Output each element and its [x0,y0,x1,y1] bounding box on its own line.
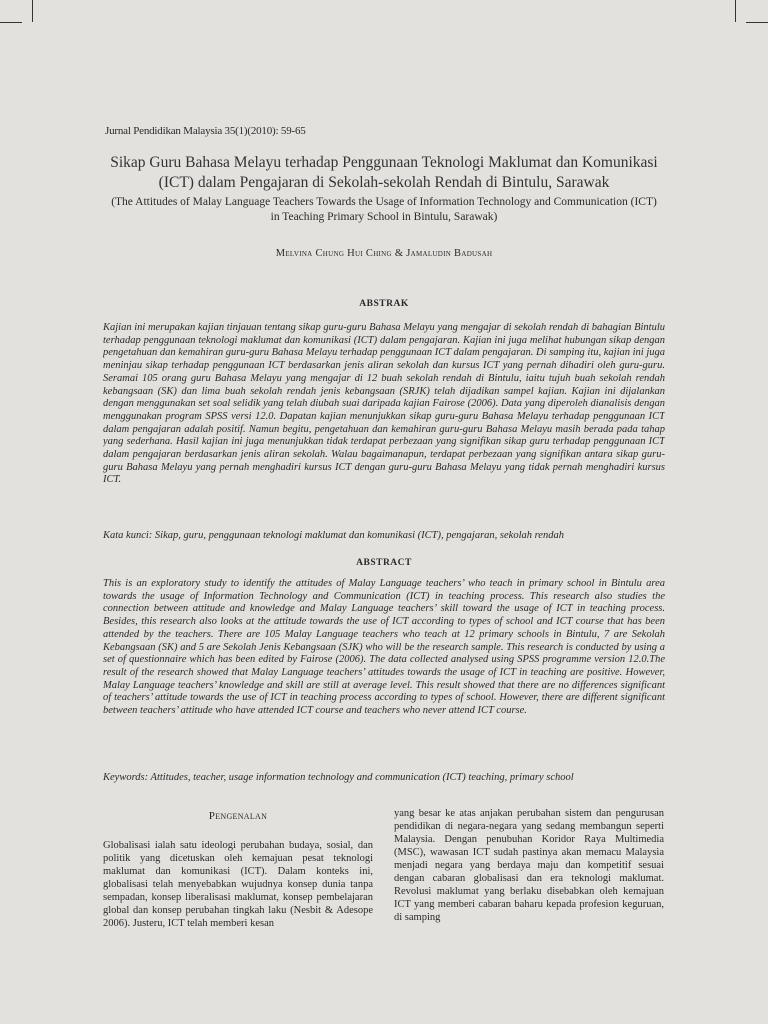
crop-mark [746,22,768,23]
abstract-keywords: Keywords: Attitudes, teacher, usage information technology and communication (ICT) teaching, primary school [103,772,574,783]
abstrak-keywords: Kata kunci: Sikap, guru, penggunaan teknologi maklumat dan komunikasi (ICT), pengajaran, sekolah rendah [103,530,564,541]
article-title-english: (The Attitudes of Malay Language Teachers Towards the Usage of Information Technology and Communication (ICT) in Teaching Primary School in Bintulu, Sarawak) [111,196,657,223]
article-title: Sikap Guru Bahasa Melayu terhadap Penggunaan Teknologi Maklumat dan Komunikasi (ICT) dalam Pengajaran di Sekolah-sekolah Rendah di Bintulu, Sarawak [110,154,658,191]
abstract-text: This is an exploratory study to identify the attitudes of Malay Language teachers’ who teach in primary school in Bintulu area towards the usage of Information Technology and Communication (ICT) in teaching process. This research also studies the connection between attitude and knowledge and Malay Language teachers’ skill toward the usage of ICT in teaching process. Besides, this research also looks at the attitude towards the use of ICT according to types of school and ICT course that has been attended by the teachers. There are 105 Malay Language teachers who teach at 12 primary schools in Bintulu, 7 are Sekolah Kebangsaan (SK) and 5 are Sekolah Jenis Kebangsaan (SJK) who will be the research sample. This research is conducted by using a set of questionnaire which has been edited by Fairose (2006). The data collected analysed using SPSS programme version 12.0.The result of the research showed that Malay Language teachers’ attitudes towards the usage of ICT in teaching are positive. However, Malay Language teachers’ knowledge and skill are still at average level. This result showed that there are no differences significant of teachers’ attitude towards the use of ICT in teaching process according to types of school. However, there are different significant between teachers’ attitude who have attended ICT course and teachers who never attend ICT course. [103,578,665,717]
crop-mark [0,22,22,23]
journal-reference: Jurnal Pendidikan Malaysia 35(1)(2010): 59-65 [105,125,306,137]
body-column-left: Globalisasi ialah satu ideologi perubahan budaya, sosial, dan politik yang dicetuskan oleh kemajuan pesat teknologi maklumat dan komunikasi (ICT). Dalam konteks ini, globalisasi telah menyebabkan wujudnya konsep dunia tanpa sempadan, konsep liberalisasi maklumat, konsep pembelajaran global dan konsep perubahan tingkah laku (Nesbit & Adesope 2006). Justeru, ICT telah memberi kesan [103,840,373,929]
section-heading: Pengenalan [208,810,268,822]
crop-mark [735,0,736,22]
crop-mark [32,0,33,22]
abstract-heading: ABSTRACT [356,558,412,568]
abstrak-text: Kajian ini merupakan kajian tinjauan tentang sikap guru-guru Bahasa Melayu yang mengajar di sekolah rendah di bahagian Bintulu terhadap penggunaan teknologi maklumat dan komunikasi (ICT) dalam pengajaran. Kajian ini juga melihat hubungan sikap dengan pengetahuan dan kemahiran guru-guru Bahasa Melayu terhadap penggunaan ICT dalam pengajaran. Di samping itu, kajian ini juga meninjau sikap terhadap penggunaan ICT berdasarkan jenis aliran sekolah dan kursus ICT yang pernah dihadiri oleh guru-guru. Seramai 105 orang guru Bahasa Melayu yang mengajar di 12 buah sekolah rendah di Bintulu, iaitu tujuh buah sekolah rendah kebangsaan (SK) dan lima buah sekolah rendah jenis kebangsaan (SRJK) telah dijadikan sampel kajian. Kajian ini dijalankan dengan menggunakan set soal selidik yang telah diubah suai daripada kajian Fairose (2006). Data yang diperoleh dianalisis dengan menggunakan program SPSS versi 12.0. Dapatan kajian menunjukkan sikap guru-guru Bahasa Melayu terhadap penggunaan ICT dalam pengajaran adalah positif. Namun begitu, pengetahuan dan kemahiran guru-guru Bahasa Melayu masih berada pada tahap yang sederhana. Hasil kajian ini juga menunjukkan tidak terdapat perbezaan yang signifikan sikap guru terhadap penggunaan ICT dalam pengajaran berdasarkan jenis aliran sekolah. Walau bagaimanapun, terdapat perbezaan yang signifikan antara sikap guru-guru Bahasa Melayu yang pernah menghadiri kursus ICT dengan guru-guru Bahasa Melayu yang tidak pernah menghadiri kursus ICT. [103,322,665,486]
abstrak-heading: ABSTRAK [359,299,409,309]
authors: Melvina Chung Hui Ching & Jamaludin Badusah [275,248,493,259]
body-column-right: yang besar ke atas anjakan perubahan sistem dan pengurusan pendidikan di negara-negara yang sedang membangun seperti Malaysia. Dengan penubuhan Koridor Raya Multimedia (MSC), wawasan ICT sudah pastinya akan memacu Malaysia menjadi negara yang berdaya maju dan kompetitif sesuai dengan cabaran globalisasi dan era teknologi maklumat. Revolusi maklumat yang berlaku disebabkan oleh kemajuan ICT yang memberi cabaran baharu kepada profesion keguruan, di samping [394,808,664,923]
